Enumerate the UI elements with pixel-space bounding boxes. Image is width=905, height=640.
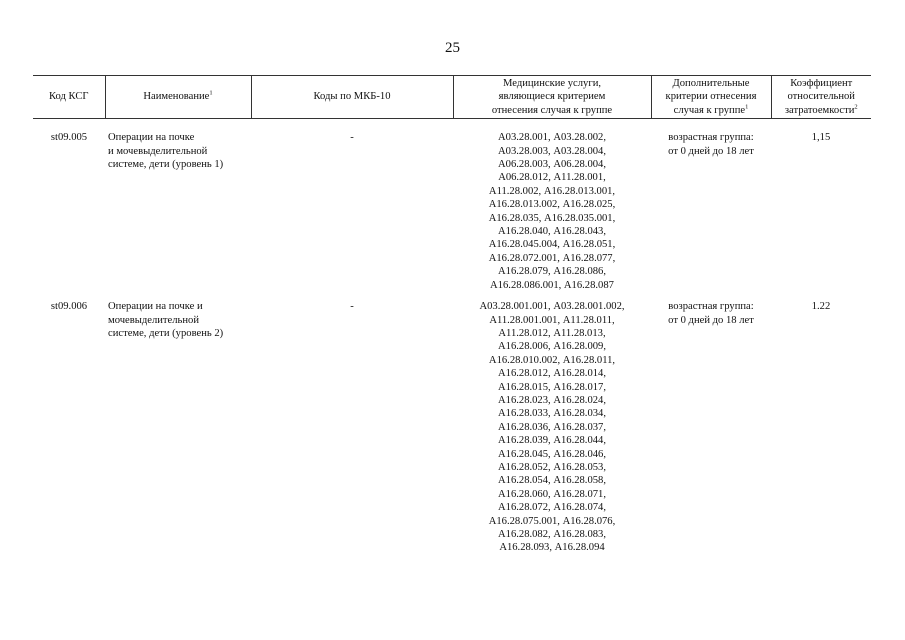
ksg-table: [33, 75, 871, 555]
header-services: Медицинские услуги, являющиеся критерием отнесения случая к группе: [453, 76, 651, 119]
row-criteria: возрастная группа: от 0 дней до 18 лет: [668, 301, 754, 326]
header-code: Код КСГ: [33, 76, 105, 119]
row-name: Операции на почке и мочевыделительной системе, дети (уровень 1): [108, 132, 224, 171]
header-criteria: Дополнительные критерии отнесения случая к группе$^1$: [651, 76, 771, 119]
table-row: [33, 131, 871, 292]
header-coef: Коэффициент относительной затратоемкости$^2$: [771, 76, 871, 119]
page-number: 25: [445, 40, 460, 56]
row-services: А03.28.001, А03.28.002, А03.28.003, А03.28.004, А06.28.003, А06.28.004, А06.28.012, А11.28.001, А11.28.002, А16.28.013.001, А16.28.013.002, А16.28.025, А16.28.035, А16.28.035.001, А16.28.040, А16.28.043, А16.28.045.004, А16.28.051, А16.28.072.001, А16.28.077, А16.28.079, А16.28.086, А16.28.086.001, А16.28.087: [488, 132, 616, 291]
table-row: [33, 300, 871, 555]
row-mkb: -: [350, 301, 354, 313]
row-criteria: возрастная группа: от 0 дней до 18 лет: [668, 132, 754, 157]
row-code: st09.006: [50, 301, 88, 313]
row-mkb: -: [350, 132, 354, 144]
row-coefficient: 1.22: [811, 301, 831, 313]
row-coefficient: 1,15: [811, 132, 831, 144]
header-mkb: Коды по МКБ-10: [251, 76, 453, 119]
table-header-row: [33, 76, 871, 119]
row-code: st09.005: [50, 132, 88, 144]
row-services: А03.28.001.001, А03.28.001.002, А11.28.001.001, А11.28.011, А11.28.012, А11.28.013, А16.28.006, А16.28.009, А16.28.010.002, А16.28.011, А16.28.012, А16.28.014, А16.28.015, А16.28.017, А16.28.023, А16.28.024, А16.28.033, А16.28.034, А16.28.036, А16.28.037, А16.28.039, А16.28.044, А16.28.045, А16.28.046, А16.28.052, А16.28.053, А16.28.054, А16.28.058, А16.28.060, А16.28.071, А16.28.072, А16.28.074, А16.28.075.001, А16.28.076, А16.28.082, А16.28.083, А16.28.093, А16.28.094: [479, 301, 625, 554]
header-name: Наименование$^1$: [105, 76, 251, 119]
row-name: Операции на почке и мочевыделительной системе, дети (уровень 2): [108, 301, 224, 339]
